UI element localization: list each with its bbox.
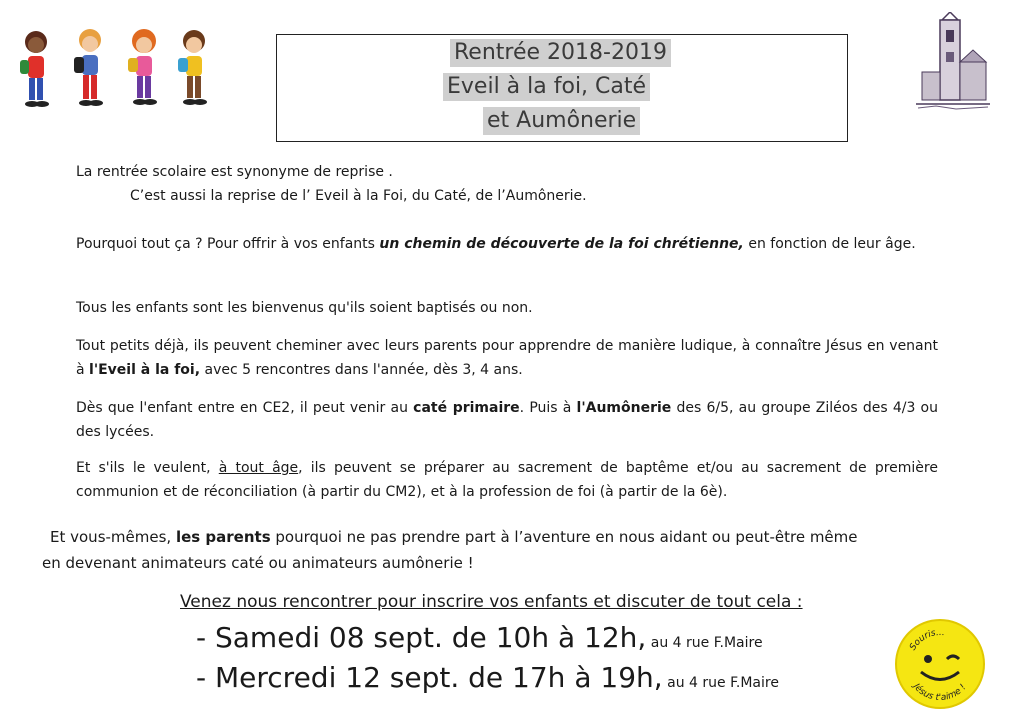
child-figure (128, 29, 157, 105)
paragraph-pourquoi (76, 232, 938, 256)
title-line-3: et Aumônerie (483, 107, 640, 135)
child-figure (74, 29, 103, 106)
title-line-2: Eveil à la foi, Caté (443, 73, 650, 101)
date-wednesday-place: au 4 rue F.Maire (662, 675, 779, 691)
sils-text: Et s'ils le veulent, (76, 460, 219, 476)
parents-text: Et vous-mêmes, (50, 528, 176, 546)
church-sketch (916, 12, 990, 112)
petits-emphasis: l'Eveil à la foi, (89, 362, 201, 378)
date-wednesday: - Mercredi 12 sept. de 17h à 19h, (196, 661, 663, 694)
smiley-text-bottom: Jésus t'aime ! (910, 682, 969, 704)
date-saturday: - Samedi 08 sept. de 10h à 12h, (196, 621, 647, 654)
invite-line: Venez nous rencontrer pour inscrire vos enfants et discuter de tout cela : (180, 592, 803, 612)
title-line-1: Rentrée 2018-2019 (450, 39, 671, 67)
parents-text-end: pourquoi ne pas prendre part à l’aventure en nous aidant ou peut-être même (270, 528, 858, 546)
intro-line-2: C’est aussi la reprise de l’ Eveil à la Foi, du Caté, de l’Aumônerie. (130, 188, 587, 204)
ce2-emphasis-aumonerie: l'Aumônerie (576, 400, 672, 416)
paragraph-tous: Tous les enfants sont les bienvenus qu'ils soient baptisés ou non. (76, 300, 533, 316)
petits-text-end: avec 5 rencontres dans l'année, dès 3, 4 ans. (200, 362, 523, 378)
parents-emphasis: les parents (175, 528, 271, 546)
ce2-text-end: des 6/5, au groupe Ziléos des 4/3 ou des lycées. (76, 400, 938, 440)
paragraph-parents (50, 524, 950, 550)
pourquoi-text: Pourquoi tout ça ? Pour offrir à vos enfants (76, 236, 380, 252)
paragraph-ce2 (76, 396, 938, 444)
sils-underlined: à tout âge (218, 460, 299, 476)
title-box (276, 34, 848, 142)
child-figure (178, 30, 207, 105)
ce2-text-mid: . Puis à (519, 400, 577, 416)
date-line-wednesday (196, 660, 779, 701)
smiley-text-top: Souris... (908, 627, 946, 653)
sils-text-end: , ils peuvent se préparer au sacrement de baptême et/ou au sacrement de première communion et de réconciliation (à partir du CM2), et à la profession de foi (à partir de la 6è). (76, 460, 938, 500)
children-illustration (10, 26, 215, 116)
smiley-badge (893, 617, 987, 711)
pourquoi-emphasis: un chemin de découverte de la foi chrétienne, (379, 236, 744, 252)
child-figure (20, 31, 49, 107)
date-line-saturday (196, 620, 763, 661)
pourquoi-text-end: en fonction de leur âge. (743, 236, 916, 252)
ce2-emphasis-cate: caté primaire (413, 400, 520, 416)
paragraph-sils (76, 456, 938, 504)
paragraph-petits (76, 334, 938, 382)
parents-line-2: en devenant animateurs caté ou animateurs aumônerie ! (42, 554, 474, 572)
petits-text: Tout petits déjà, ils peuvent cheminer avec leurs parents pour apprendre de manière ludique, à connaître Jésus en venant à (76, 338, 938, 378)
intro-line-1: La rentrée scolaire est synonyme de reprise . (76, 164, 393, 180)
ce2-text: Dès que l'enfant entre en CE2, il peut venir au (76, 400, 414, 416)
date-saturday-place: au 4 rue F.Maire (646, 635, 763, 651)
